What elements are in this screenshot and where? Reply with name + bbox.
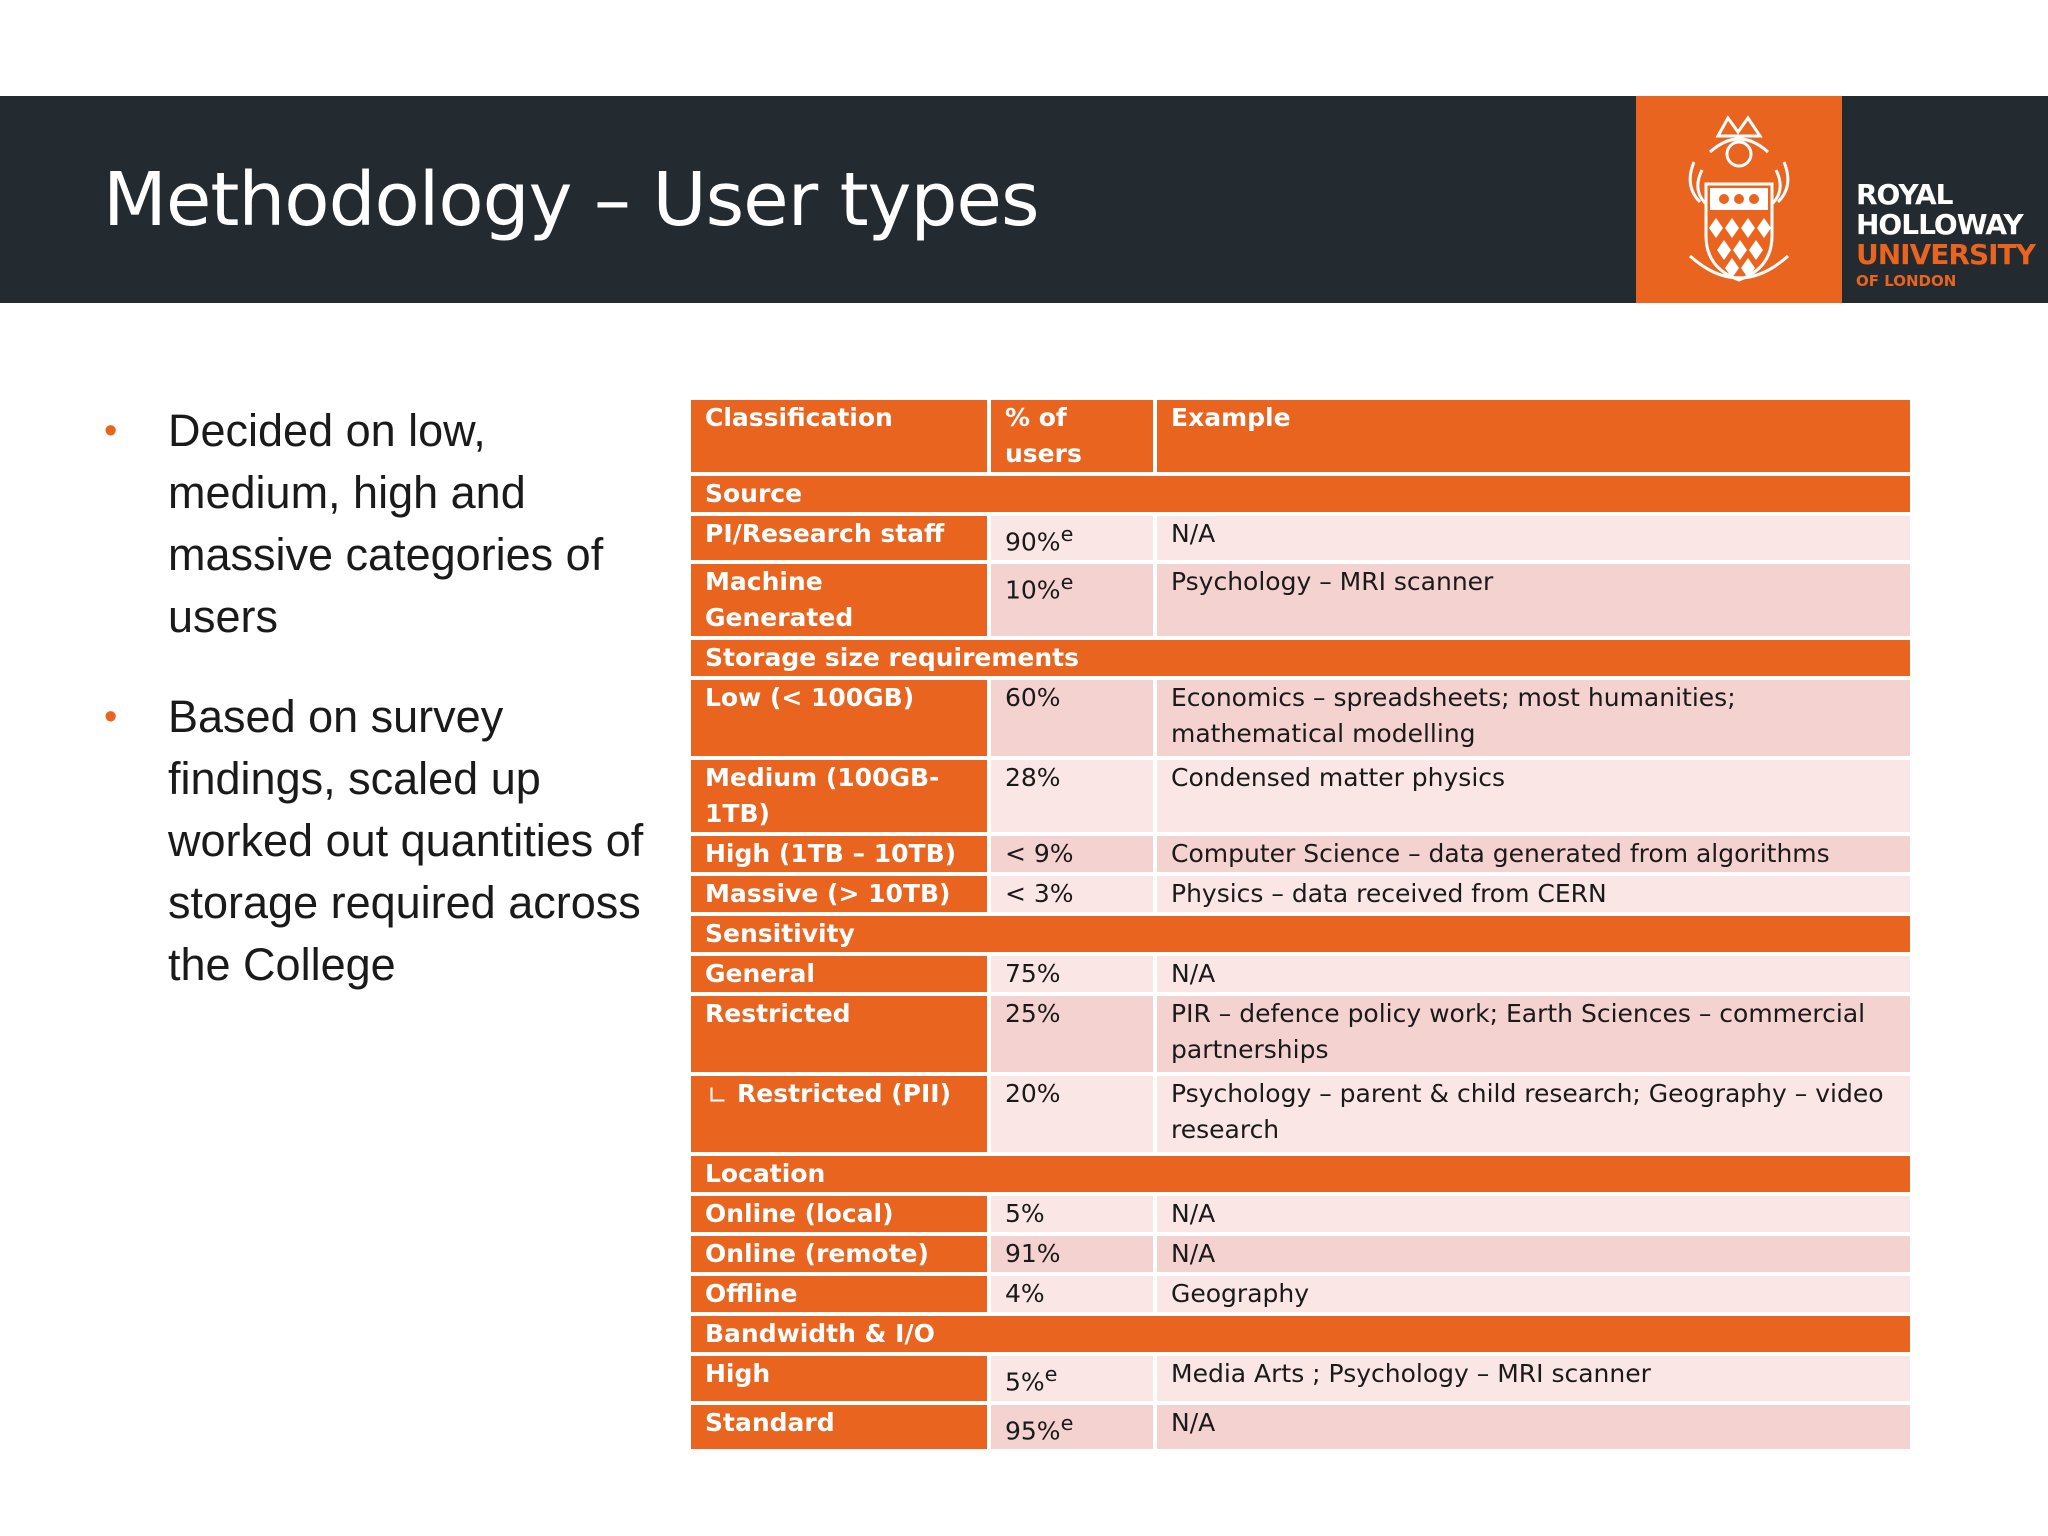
row-example: Economics – spreadsheets; most humanities; mathematical modelling [1153, 680, 1910, 756]
row-example: Media Arts ; Psychology – MRI scanner [1153, 1356, 1910, 1400]
table-row [691, 1196, 1910, 1232]
slide-title: Methodology – User types [103, 157, 1039, 243]
bullet-item [100, 400, 660, 648]
row-percent: 91% [987, 1236, 1153, 1272]
row-example: N/A [1153, 1236, 1910, 1272]
row-percent: 28% [987, 760, 1153, 832]
row-label-sub [691, 1076, 987, 1152]
table-row [691, 956, 1910, 992]
bullet-item [100, 686, 660, 996]
table-row [691, 564, 1910, 636]
user-types-table [691, 396, 1910, 1453]
header-example: Example [1153, 400, 1910, 472]
section-title: Location [691, 1156, 1910, 1192]
row-percent: 60% [987, 680, 1153, 756]
section-row-storage [691, 640, 1910, 676]
logo-line-holloway: HOLLOWAY [1856, 208, 2023, 241]
table-row [691, 876, 1910, 912]
row-label: PI/Research staff [691, 516, 987, 560]
bullet-list [100, 400, 660, 1034]
table-header-row [691, 400, 1910, 472]
sub-item-icon: ∟ [707, 1081, 728, 1111]
row-percent: 5% [987, 1196, 1153, 1232]
section-title: Storage size requirements [691, 640, 1910, 676]
table-row [691, 836, 1910, 872]
row-label: Massive (> 10TB) [691, 876, 987, 912]
bullet-dot-icon: • [104, 410, 118, 452]
section-row-sensitivity [691, 916, 1910, 952]
row-label: Online (local) [691, 1196, 987, 1232]
table-row [691, 516, 1910, 560]
table-row [691, 1236, 1910, 1272]
row-label: Offline [691, 1276, 987, 1312]
row-example: N/A [1153, 1196, 1910, 1232]
logo-line-of-london: OF LONDON [1856, 272, 1957, 290]
header-classification: Classification [691, 400, 987, 472]
bullet-text: Based on survey findings, scaled up worked out quantities of storage required across the College [168, 691, 644, 990]
row-label: High [691, 1356, 987, 1400]
row-percent: 90%$^e$ [987, 516, 1153, 560]
header-percent-users: % of users [987, 400, 1153, 472]
row-example: Geography [1153, 1276, 1910, 1312]
section-row-bandwidth [691, 1316, 1910, 1352]
logo-crest-panel [1636, 96, 1842, 303]
row-label: General [691, 956, 987, 992]
row-example: Physics – data received from CERN [1153, 876, 1910, 912]
row-label: High (1TB – 10TB) [691, 836, 987, 872]
section-title: Sensitivity [691, 916, 1910, 952]
row-label: Machine Generated [691, 564, 987, 636]
table-row [691, 680, 1910, 756]
table-row [691, 1076, 1910, 1152]
bullet-text: Decided on low, medium, high and massive categories of users [168, 405, 604, 642]
row-percent: 75% [987, 956, 1153, 992]
table-row [691, 760, 1910, 832]
row-label: Low (< 100GB) [691, 680, 987, 756]
row-percent: 20% [987, 1076, 1153, 1152]
table-row [691, 1276, 1910, 1312]
row-percent: 4% [987, 1276, 1153, 1312]
row-label: Standard [691, 1405, 987, 1449]
row-example: Condensed matter physics [1153, 760, 1910, 832]
section-title: Source [691, 476, 1910, 512]
table-row [691, 1356, 1910, 1400]
logo-wordmark [1842, 96, 2048, 303]
row-example: Psychology – parent & child research; Geography – video research [1153, 1076, 1910, 1152]
row-example: N/A [1153, 1405, 1910, 1449]
table-row [691, 1405, 1910, 1449]
row-example: N/A [1153, 516, 1910, 560]
row-percent: 25% [987, 996, 1153, 1072]
row-label: Restricted (PII) [737, 1079, 952, 1109]
bullet-dot-icon: • [104, 696, 118, 738]
row-example: Computer Science – data generated from algorithms [1153, 836, 1910, 872]
row-percent: 10%$^e$ [987, 564, 1153, 636]
section-title: Bandwidth & I/O [691, 1316, 1910, 1352]
row-percent: < 9% [987, 836, 1153, 872]
row-example: Psychology – MRI scanner [1153, 564, 1910, 636]
row-label: Restricted [691, 996, 987, 1072]
row-example: N/A [1153, 956, 1910, 992]
logo-line-royal: ROYAL [1856, 178, 1953, 211]
row-example: PIR – defence policy work; Earth Sciences – commercial partnerships [1153, 996, 1910, 1072]
logo-line-university: UNIVERSITY [1856, 238, 2035, 271]
table-row [691, 996, 1910, 1072]
row-percent: < 3% [987, 876, 1153, 912]
row-percent: 5%$^e$ [987, 1356, 1153, 1400]
college-crest-icon [1680, 106, 1798, 292]
row-label: Online (remote) [691, 1236, 987, 1272]
row-percent: 95%$^e$ [987, 1405, 1153, 1449]
section-row-source [691, 476, 1910, 512]
row-label: Medium (100GB-1TB) [691, 760, 987, 832]
section-row-location [691, 1156, 1910, 1192]
